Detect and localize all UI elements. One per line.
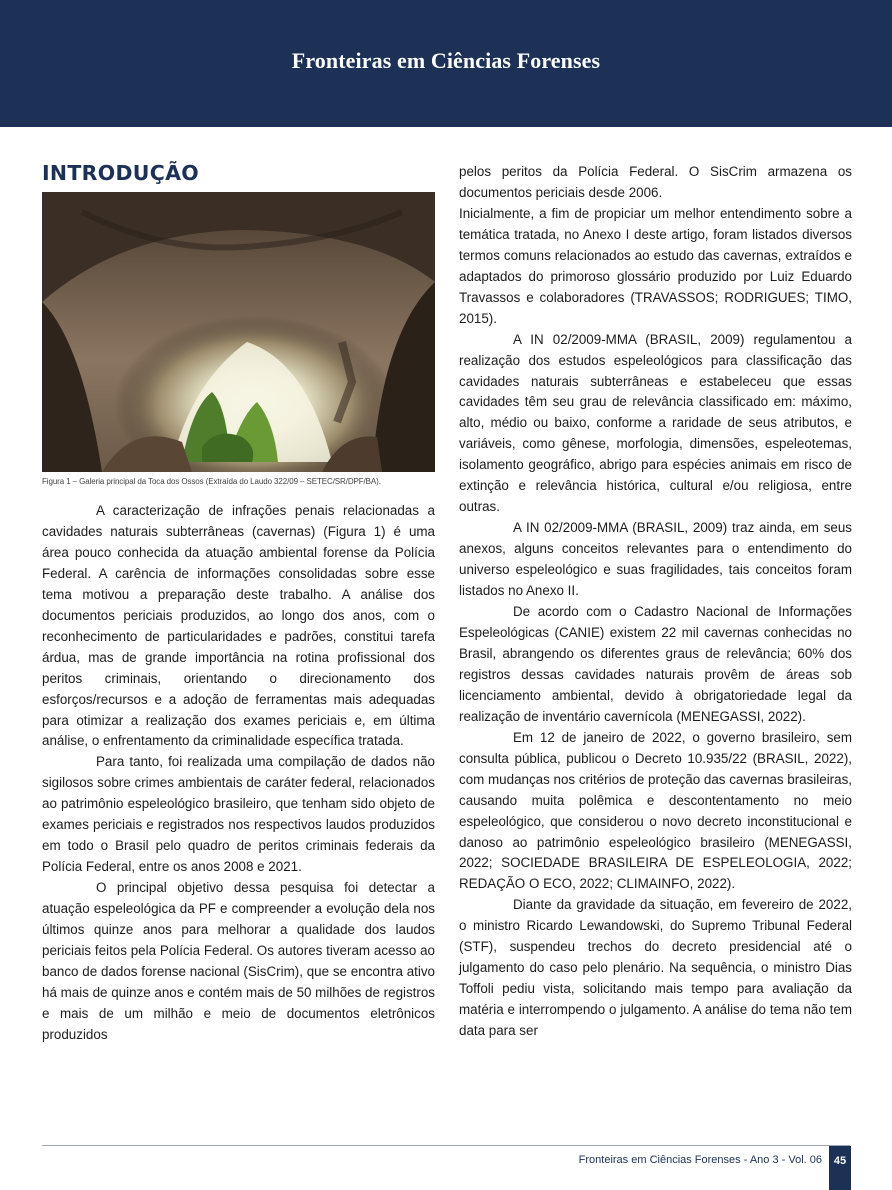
- left-column: [42, 160, 435, 1046]
- footer-divider: [42, 1145, 850, 1146]
- paragraph: A IN 02/2009-MMA (BRASIL, 2009) regulamentou a realização dos estudos espeleológicos para classificação das cavidades naturais subterrâneas e estabeleceu que essas cavidades têm seu grau de relevância classificado em: máximo, alto, médio ou baixo, conforme a raridade de seus atributos, e variáveis, como gênese, morfologia, dimensões, espeleotemas, isolamento geográfico, abrigo para espécies animais em risco de extinção e relevância histórica, cultural e/ou religiosa, entre outras.: [459, 331, 852, 515]
- paragraph: pelos peritos da Polícia Federal. O SisCrim armazena os documentos periciais desde 2006.: [459, 164, 852, 200]
- page-number: 45: [829, 1146, 851, 1190]
- figure-caption: Figura 1 – Galeria principal da Toca dos Ossos (Extraída do Laudo 322/09 – SETEC/SR/DPF/BA).: [42, 477, 381, 486]
- paragraph: De acordo com o Cadastro Nacional de Informações Espeleológicas (CANIE) existem 22 mil cavernas conhecidas no Brasil, abrangendo os diferentes graus de relevância; 60% dos registros dessas cavidades naturais provêm de áreas sob licenciamento ambiental, devido à obrigatoriedade legal da realização de inventário cavernícola (MENEGASSI, 2022).: [459, 604, 852, 724]
- paragraph: A caracterização de infrações penais relacionadas a cavidades naturais subterrâneas (cavernas) (Figura 1) é uma área pouco conhecida da atuação ambiental forense da Polícia Federal. A carência de informações consolidadas sobre esse tema motivou a preparação deste trabalho. A análise dos documentos periciais produzidos, ao longo dos anos, com o reconhecimento de particularidades e padrões, constitui tarefa árdua, mas de grande importância na rotina profissional dos peritos criminais, orientando o direcionamento dos esforços/recursos e a adoção de ferramentas mais adequadas para otimizar a realização dos exames periciais e, em última análise, o enfrentamento da criminalidade específica tratada.: [42, 503, 435, 749]
- paragraph: Inicialmente, a fim de propiciar um melhor entendimento sobre a temática tratada, no Anexo I deste artigo, foram listados diversos termos comuns relacionados ao estudo das cavernas, extraídos e adaptados do primoroso glossário produzido por Luiz Eduardo Travassos e colaboradores (TRAVASSOS; RODRIGUES; TIMO, 2015).: [459, 205, 852, 326]
- paragraph: Para tanto, foi realizada uma compilação de dados não sigilosos sobre crimes ambientais de caráter federal, relacionados ao patrimônio espeleológico brasileiro, que tenham sido objeto de exames periciais e registrados nos respectivos laudos produzidos em todo o Brasil pelo quadro de peritos criminais federais da Polícia Federal, entre os anos 2008 e 2021.: [42, 754, 435, 875]
- right-column: [459, 162, 852, 1042]
- cave-photo: [42, 192, 435, 472]
- paragraph: O principal objetivo dessa pesquisa foi detectar a atuação espeleológica da PF e compreender a evolução dela nos últimos quinze anos para melhorar a qualidade dos laudos periciais feitos pela Polícia Federal. Os autores tiveram acesso ao banco de dados forense nacional (SisCrim), que se encontra ativo há mais de quinze anos e contém mais de 50 milhões de registros e mais de um milhão e meio de documentos eletrônicos produzidos: [42, 880, 436, 1042]
- running-footer: Fronteiras em Ciências Forenses - Ano 3 - Vol. 06: [578, 1154, 822, 1166]
- paragraph: Em 12 de janeiro de 2022, o governo brasileiro, sem consulta pública, publicou o Decreto 10.935/22 (BRASIL, 2022), com mudanças nos critérios de proteção das cavernas brasileiras, causando muita polêmica e descontentamento no meio espeleológico, que considerou o novo decreto inconstitucional e danoso ao patrimônio espeleológico brasileiro (MENEGASSI, 2022; SOCIEDADE BRASILEIRA DE ESPELEOLOGIA, 2022; REDAÇÃO O ECO, 2022; CLIMAINFO, 2022).: [459, 729, 852, 892]
- paragraph: Diante da gravidade da situação, em fevereiro de 2022, o ministro Ricardo Lewandowski, do Supremo Tribunal Federal (STF), suspendeu trechos do decreto presidencial até o julgamento do caso pelo plenário. Na sequência, o ministro Dias Toffoli pediu vista, solicitando mais tempo para avaliação da matéria e interrompendo o julgamento. A análise do tema não tem data para ser: [459, 897, 852, 1039]
- paragraph: A IN 02/2009-MMA (BRASIL, 2009) traz ainda, em seus anexos, alguns conceitos relevantes para o entendimento do universo espeleológico e suas fragilidades, tais conceitos foram listados no Anexo II.: [459, 520, 852, 599]
- section-title: INTRODUÇÃO: [42, 161, 199, 185]
- journal-title: Fronteiras em Ciências Forenses: [291, 48, 601, 73]
- journal-header: [0, 0, 892, 127]
